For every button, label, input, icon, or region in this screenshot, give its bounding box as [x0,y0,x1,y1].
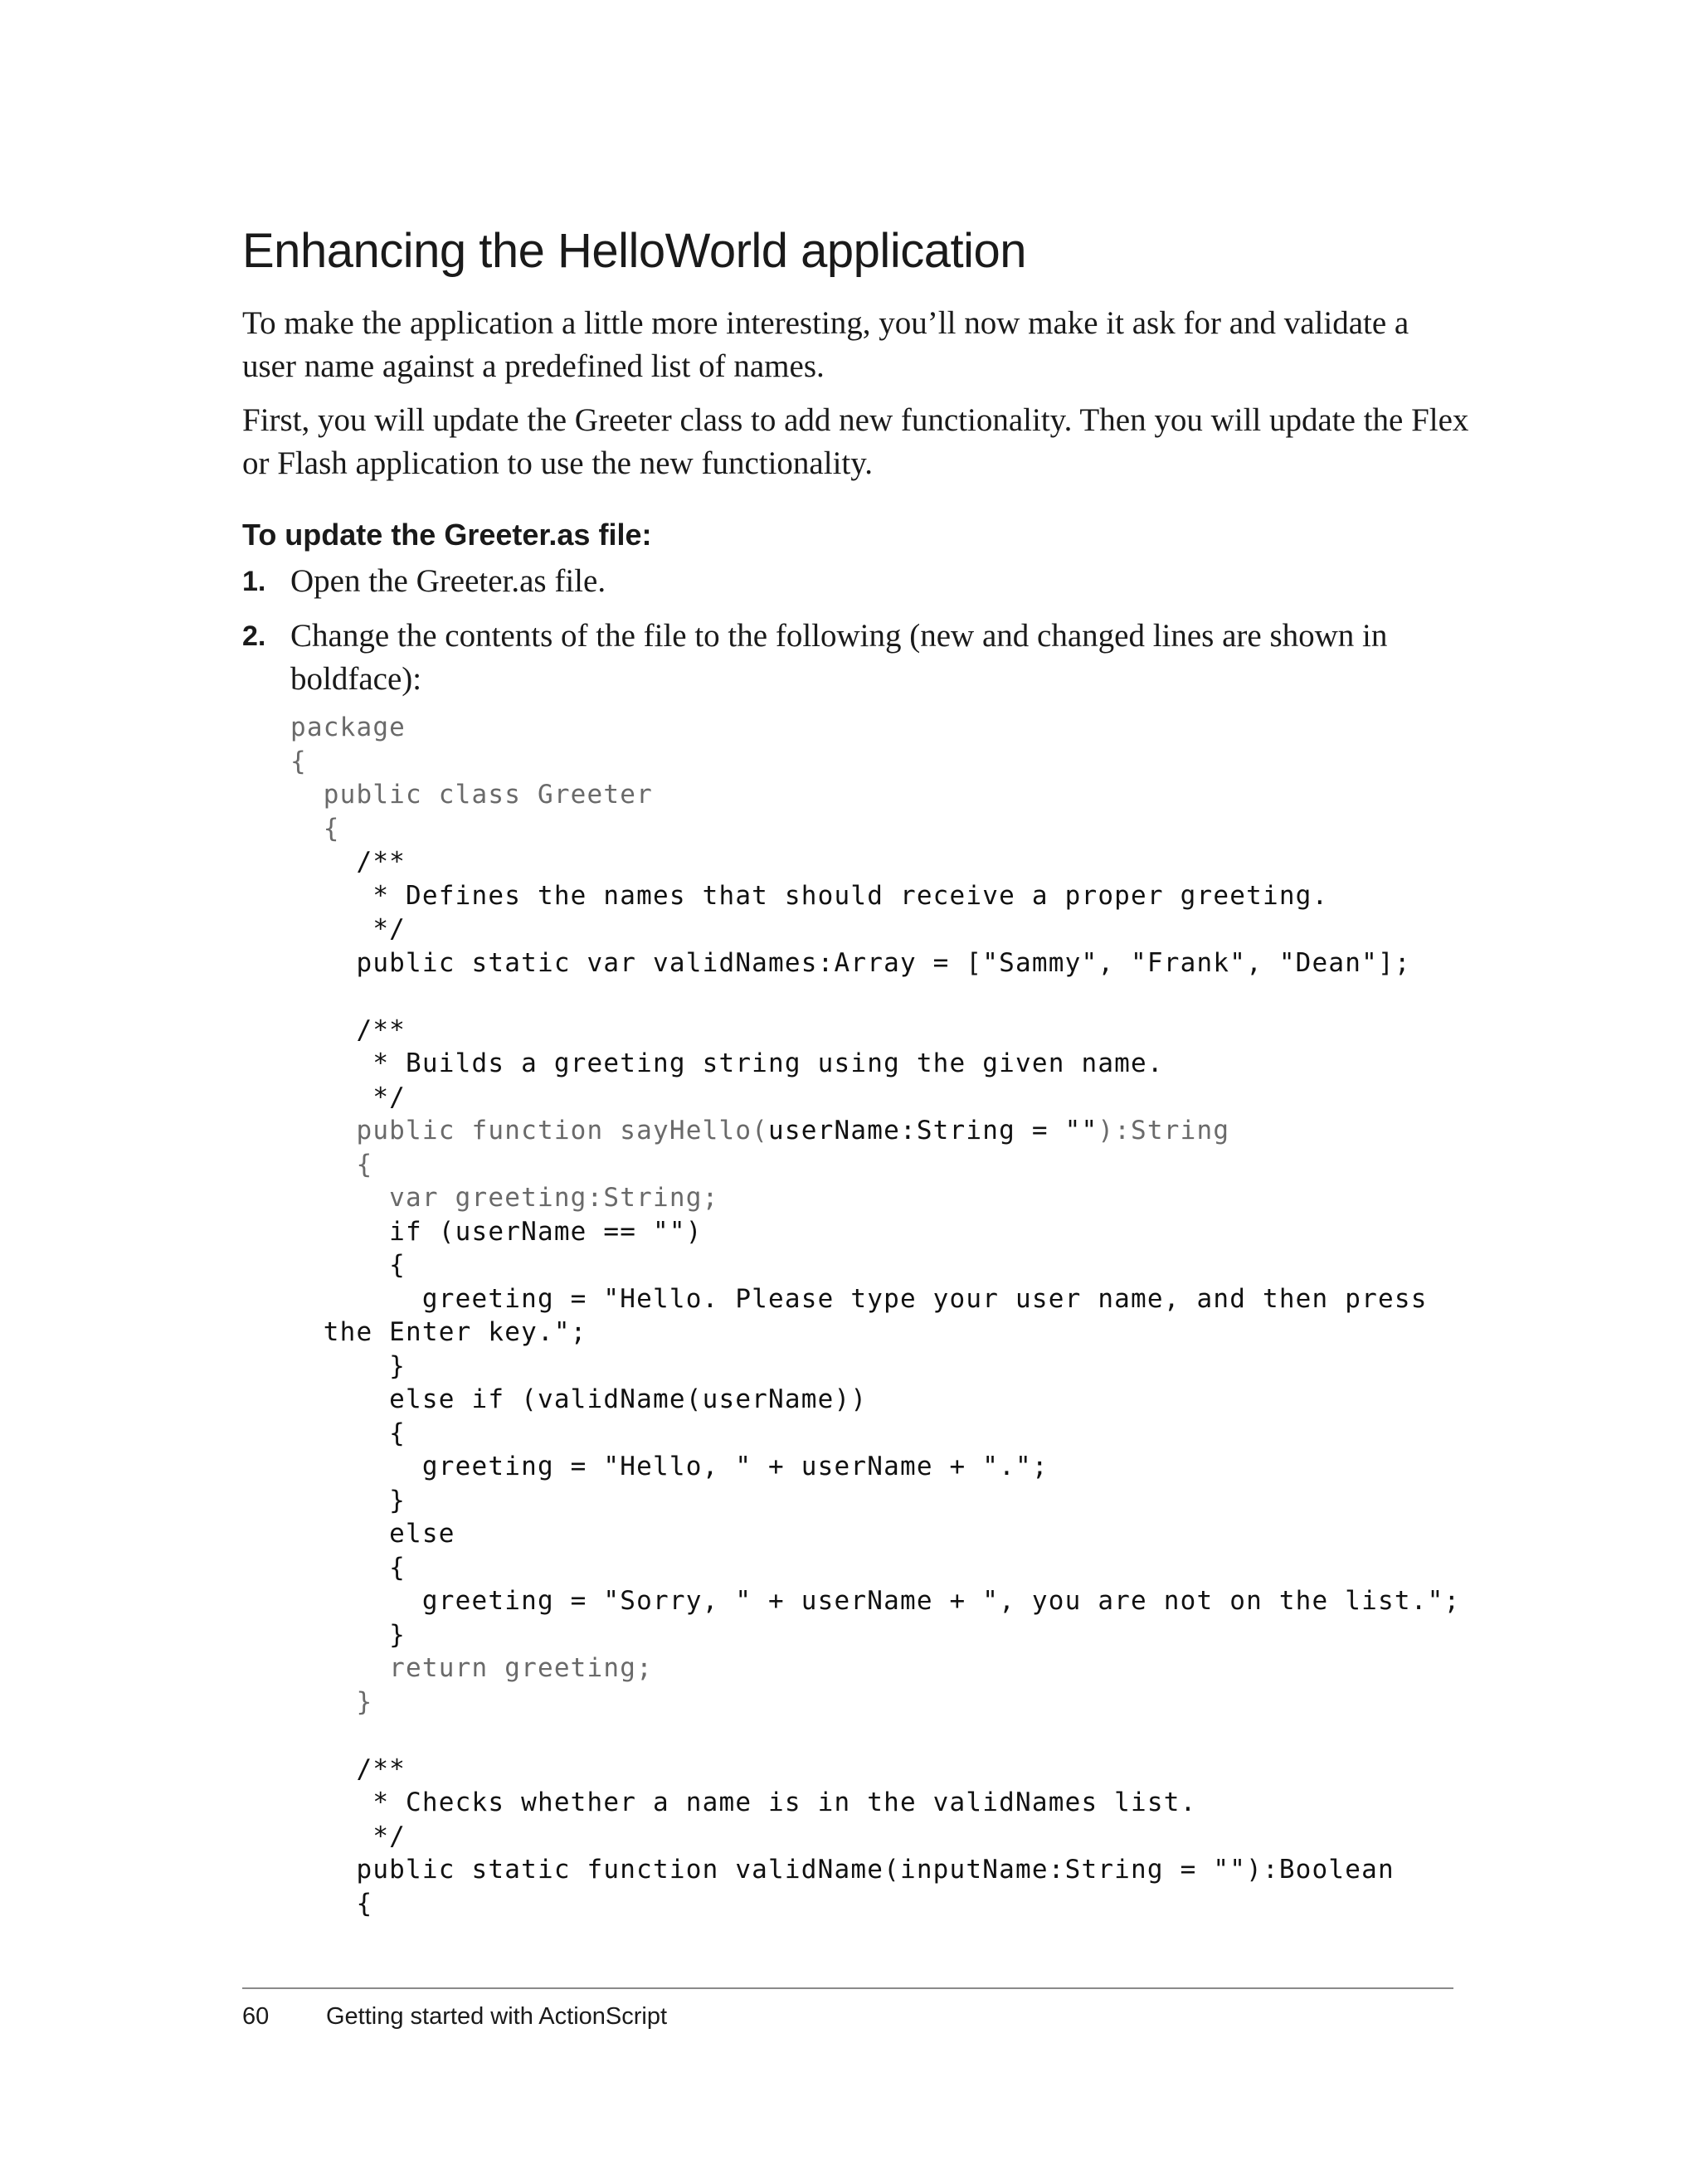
code-segment: public function sayHello( [290,1116,769,1146]
code-line: } [290,1485,406,1515]
code-line: } [290,1686,373,1717]
step-number: 1. [242,566,266,597]
code-line: the Enter key."; [290,1317,587,1347]
procedure-step [242,615,1470,701]
code-segment: userName:String = "" [768,1116,1098,1146]
section-heading: Enhancing the HelloWorld application [242,224,1026,278]
code-line: greeting = "Hello, " + userName + "."; [290,1452,1049,1481]
code-line: /** [290,847,406,877]
code-line: } [290,1619,406,1650]
code-line: package [290,713,406,742]
step-number: 2. [242,620,266,652]
code-line [290,980,1460,1014]
code-line [290,1114,1460,1148]
book-title: Getting started with ActionScript [326,2003,668,2030]
code-line: public class Greeter [290,780,653,810]
code-line: return greeting; [290,1653,653,1683]
code-line: */ [290,914,406,944]
footer-divider [242,1987,1453,1989]
code-line: public static function validName(inputName:String = ""):Boolean [290,1855,1395,1885]
code-line: * Defines the names that should receive a proper greeting. [290,880,1329,911]
code-line: */ [290,1082,406,1112]
code-line: { [290,746,307,776]
procedure-step [242,560,1470,603]
intro-paragraph: To make the application a little more interesting, you’ll now make it ask for and validate a user name against a predefined list of names. [242,305,1409,384]
code-line: */ [290,1821,406,1851]
code-listing [290,711,1460,1920]
code-line [290,1719,1460,1753]
code-line: } [290,1350,406,1381]
overview-paragraph: First, you will update the Greeter class to add new functionality. Then you will update the Flex or Flash application to use the new functionality. [242,402,1469,481]
page-number: 60 [242,2003,270,2030]
code-line: greeting = "Hello. Please type your user name, and then press [290,1283,1428,1314]
code-line: var greeting:String; [290,1183,719,1213]
code-line: { [290,1888,373,1919]
code-line: else if (validName(userName)) [290,1384,868,1414]
code-line: else [290,1519,455,1549]
code-line: { [290,1250,406,1280]
code-line: /** [290,1014,406,1045]
step-text: Open the Greeter.as file. [290,563,606,599]
code-line: { [290,813,340,844]
code-line: { [290,1418,406,1448]
code-line: if (userName == "") [290,1216,703,1247]
code-segment: ):String [1098,1116,1230,1146]
code-line: * Builds a greeting string using the given name. [290,1048,1164,1078]
code-line: greeting = "Sorry, " + userName + ", you are not on the list."; [290,1586,1461,1616]
code-line: { [290,1149,373,1180]
code-line: * Checks whether a name is in the validNames list. [290,1788,1197,1817]
code-line: { [290,1552,406,1583]
step-text: Change the contents of the file to the following (new and changed lines are shown in boldface): [290,618,1388,697]
code-line: public static var validNames:Array = ["Sammy", "Frank", "Dean"]; [290,947,1411,978]
code-line: /** [290,1754,406,1784]
procedure-heading: To update the Greeter.as file: [242,518,652,552]
